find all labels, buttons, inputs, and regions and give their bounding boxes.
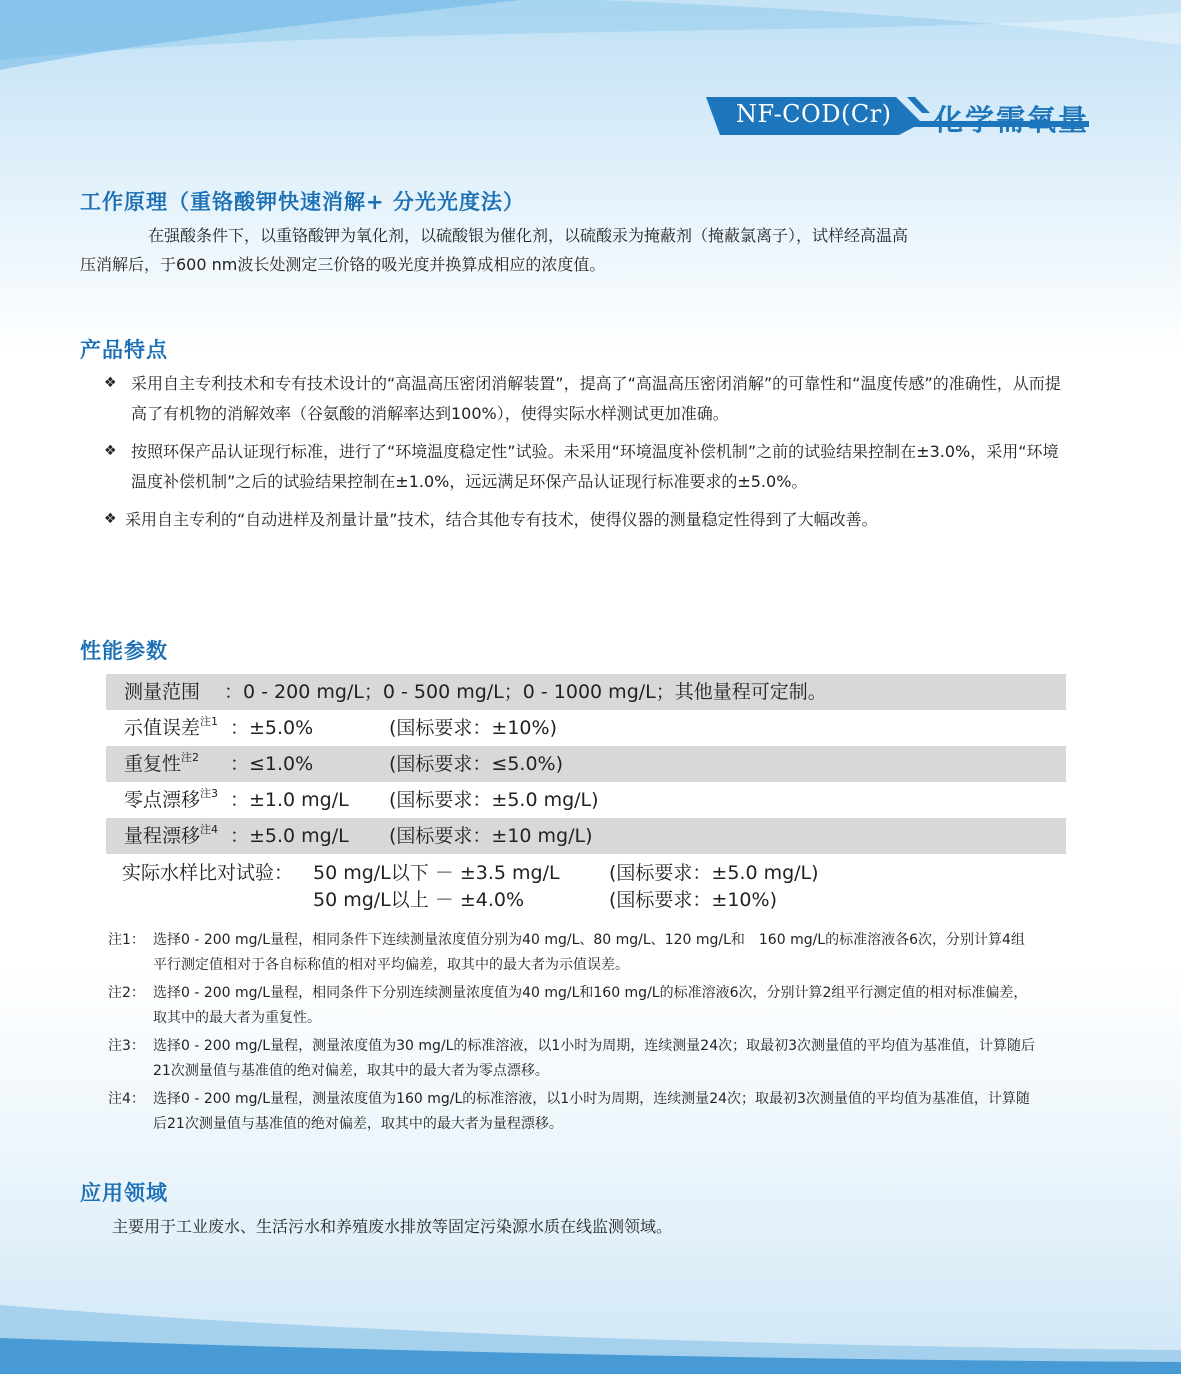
footnotes [108,928,1038,1140]
diamond-bullet-icon: ❖ [104,443,117,459]
feature-text: 采用自主专利的“自动进样及剂量计量”技术，结合其他专有技术，使得仪器的测量稳定性得到了大幅改善。 [125,510,878,529]
product-code: NF-COD(Cr) [736,100,892,128]
spec-standard: (国标要求：±10%) [389,717,557,739]
application-title: 应用领域 [80,1181,168,1205]
footnote-tag: 注1： [108,932,145,948]
footnote-tag: 注4： [108,1091,145,1107]
application-text: 主要用于工业废水、生活污水和养殖废水排放等固定污染源水质在线监测领域。 [112,1217,673,1236]
feature-item [104,437,1069,496]
diamond-bullet-icon: ❖ [104,375,117,391]
feature-list [104,369,1069,544]
spec-label: 零点漂移$^{注3}$ [124,787,219,811]
principle-line-1: 在强酸条件下，以重铬酸钾为氧化剂，以硫酸银为催化剂，以硫酸汞为掩蔽剂（掩蔽氯离子），试样经高温高 [148,226,909,245]
spec-label: 重复性$^{注2}$ [124,751,200,775]
principle-line-2: 压消解后，于600 nm波长处测定三价铬的吸光度并换算成相应的浓度值。 [80,255,606,274]
compare-value-high: 50 mg/L以上 － ±4.0% [313,889,525,911]
spec-value: ：±1.0 mg/L [230,789,349,811]
spec-row [106,746,1066,782]
compare-value-low: 50 mg/L以下 － ±3.5 mg/L [313,862,560,884]
footnote-text: 选择0 - 200 mg/L量程，相同条件下连续测量浓度值分别为40 mg/L、80 mg/L、120 mg/L和 160 mg/L的标准溶液各6次，分别计算4组平行测定值相对于各自标称值的相对平均偏差，取其中的最大者为示值误差。 [153,932,1025,973]
spec-value: ：±5.0 mg/L [230,825,349,847]
footnote [108,928,1038,977]
note-ref: 注3 [200,787,219,800]
note-ref: 注4 [200,823,219,836]
footnote-text: 选择0 - 200 mg/L量程，测量浓度值为160 mg/L的标准溶液，以1小时为周期，连续测量24次；取最初3次测量值的平均值为基准值，计算随后21次测量值与基准值的绝对偏差，取其中的最大者为量程漂移。 [153,1091,1030,1132]
note-ref: 注2 [181,751,200,764]
spec-row [106,710,1066,746]
feature-item [104,369,1069,428]
compare-standard-high: (国标要求：±10%) [609,889,777,911]
product-badge [706,97,1091,139]
footnote-text: 选择0 - 200 mg/L量程，相同条件下分别连续测量浓度值为40 mg/L和160 mg/L的标准溶液6次，分别计算2组平行测定值的相对标准偏差，取其中的最大者为重复性。 [153,985,1028,1026]
footnote [108,1087,1038,1136]
features-title: 产品特点 [80,338,168,362]
spec-value: ：≤1.0% [230,753,314,775]
spec-standard: (国标要求：±10 mg/L) [389,825,593,847]
footnote [108,1034,1038,1083]
spec-label: 量程漂移$^{注4}$ [124,823,219,847]
spec-value: ：±5.0% [230,717,314,739]
spec-standard: (国标要求：≤5.0%) [389,753,564,775]
note-ref: 注1 [200,715,219,728]
footnote-text: 选择0 - 200 mg/L量程，测量浓度值为30 mg/L的标准溶液，以1小时为周期，连续测量24次；取最初3次测量值的平均值为基准值，计算随后21次测量值与基准值的绝对偏差，取其中的最大者为零点漂移。 [153,1038,1036,1079]
feature-text: 采用自主专利技术和专有技术设计的“高温高压密闭消解装置”，提高了“高温高压密闭消解”的可靠性和“温度传感”的准确性，从而提高了有机物的消解效率（谷氨酸的消解率达到100%），使得实际水样测试更加准确。 [131,374,1061,423]
feature-text: 按照环保产品认证现行标准，进行了“环境温度稳定性”试验。未采用“环境温度补偿机制”之前的试验结果控制在±3.0%，采用“环境温度补偿机制”之后的试验结果控制在±1.0%，远远满足环保产品认证现行标准要求的±5.0%。 [131,442,1059,491]
spec-label: 测量范围 [124,681,201,703]
spec-row [106,782,1066,818]
principle-title: 工作原理（重铬酸钾快速消解+ 分光光度法） [80,190,525,214]
compare-label: 实际水样比对试验： [122,862,294,884]
compare-test [106,856,1066,916]
spec-label: 示值误差$^{注1}$ [124,715,219,739]
footnote-tag: 注2： [108,985,145,1001]
spec-row-range [106,674,1066,710]
spec-standard: (国标要求：±5.0 mg/L) [389,789,599,811]
feature-item [104,505,1069,535]
footnote [108,981,1038,1030]
diamond-bullet-icon: ❖ [104,511,117,527]
performance-title: 性能参数 [80,639,168,663]
footnote-tag: 注3： [108,1038,145,1054]
spec-value: ：0 - 200 mg/L；0 - 500 mg/L；0 - 1000 mg/L；其他量程可定制。 [224,681,827,703]
spec-table [106,674,1066,854]
spec-row [106,818,1066,854]
product-name: 化学需氧量 [934,103,1090,137]
compare-standard-low: (国标要求：±5.0 mg/L) [609,862,819,884]
